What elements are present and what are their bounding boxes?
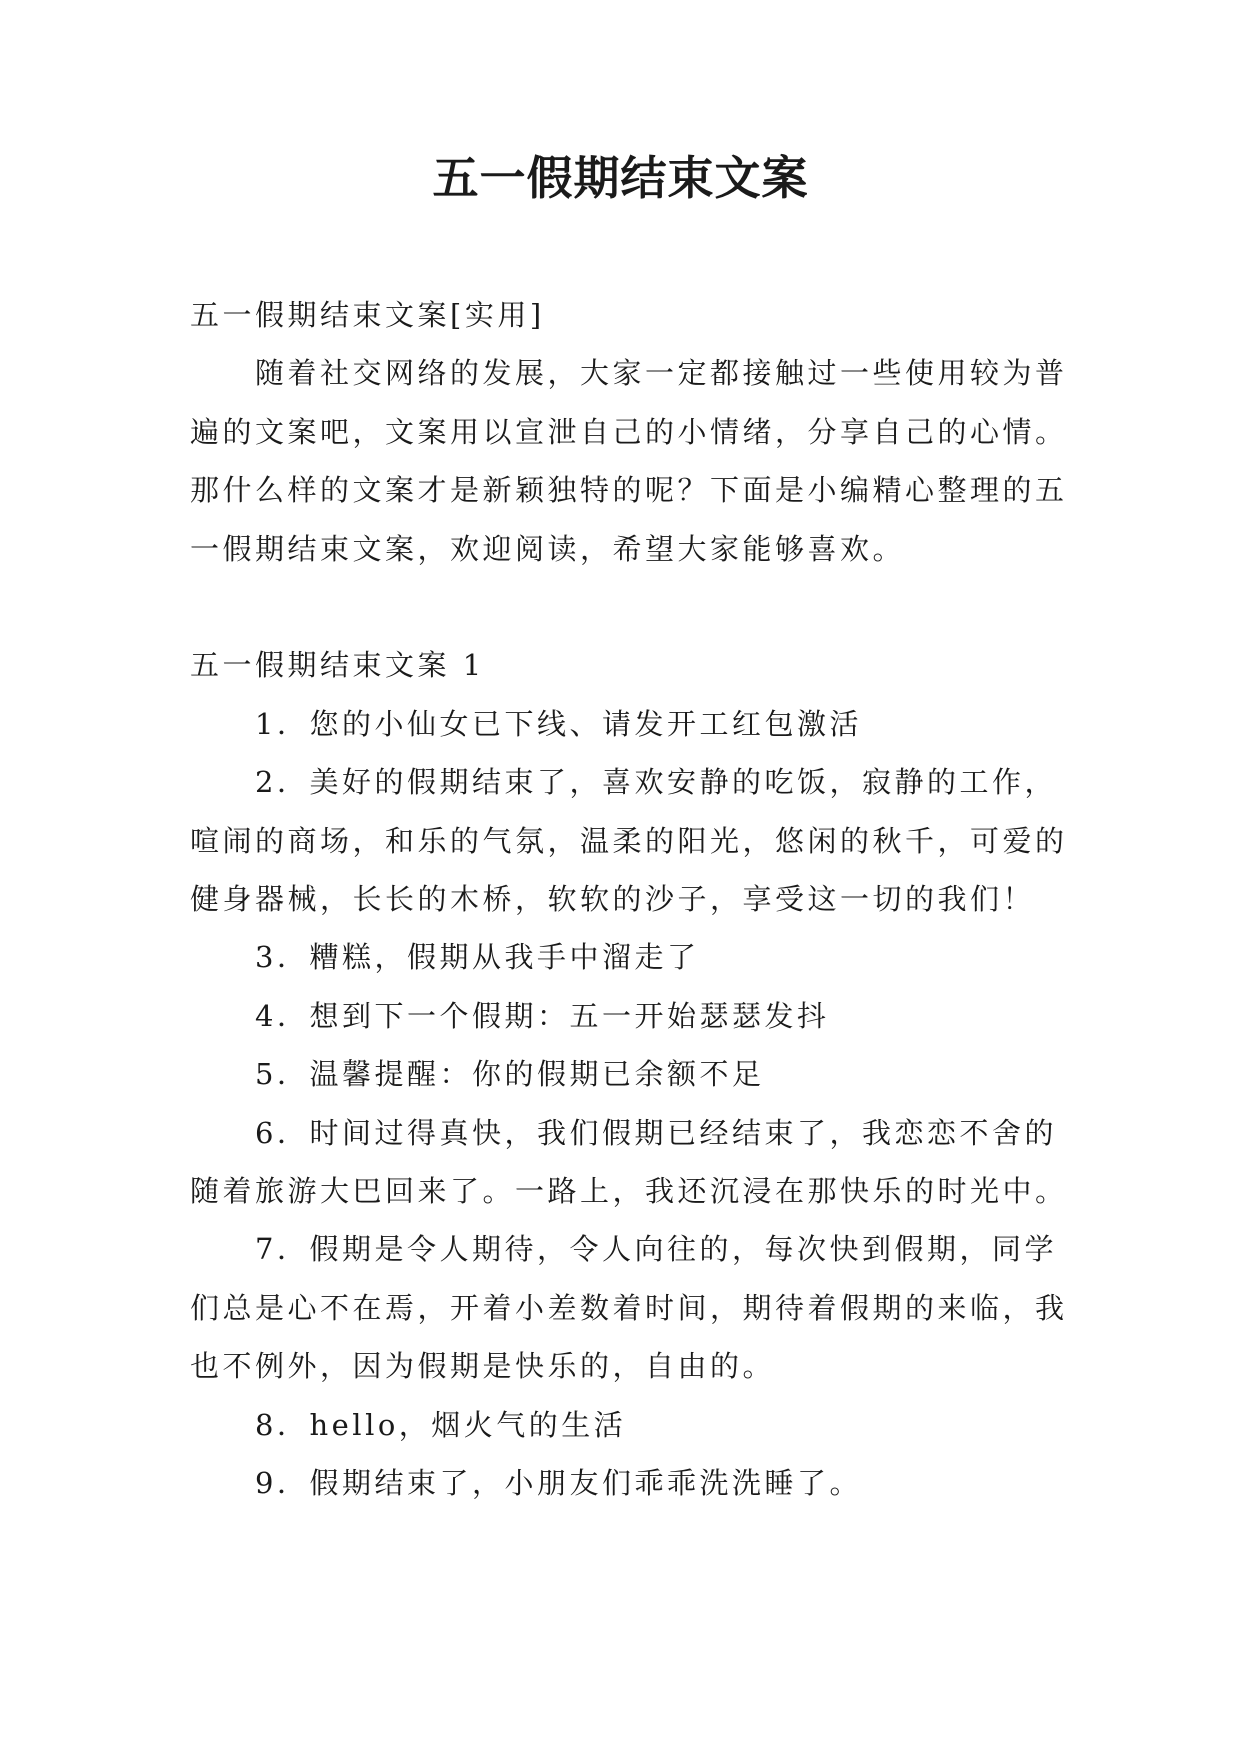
intro-paragraph: 随着社交网络的发展，大家一定都接触过一些使用较为普遍的文案吧，文案用以宣泄自己的小情绪，分享自己的心情。那什么样的文案才是新颖独特的呢？下面是小编精心整理的五一假期结束文案，欢迎阅读，希望大家能够喜欢。 (190, 356, 1068, 566)
paragraph-spacer (190, 578, 1072, 636)
section-heading: 五一假期结束文案 1 (190, 648, 485, 683)
document-body (190, 286, 1072, 1513)
list-item: 2．美好的假期结束了，喜欢安静的吃饭，寂静的工作，喧闹的商场，和乐的气氛，温柔的阳光，悠闲的秋千，可爱的健身器械，长长的木桥，软软的沙子，享受这一切的我们！ (190, 765, 1068, 917)
list-item: 8．hello，烟火气的生活 (255, 1407, 627, 1442)
list-item: 9．假期结束了，小朋友们乖乖洗洗睡了。 (255, 1466, 862, 1501)
list-item: 5．温馨提醒：你的假期已余额不足 (255, 1057, 765, 1092)
list-item: 7．假期是令人期待，令人向往的，每次快到假期，同学们总是心不在焉，开着小差数着时间，期待着假期的来临，我也不例外，因为假期是快乐的，自由的。 (190, 1232, 1068, 1384)
list-item: 6．时间过得真快，我们假期已经结束了，我恋恋不舍的随着旅游大巴回来了。一路上，我还沉浸在那快乐的时光中。 (190, 1115, 1068, 1209)
list-item: 3．糟糕，假期从我手中溜走了 (255, 940, 700, 975)
document-title: 五一假期结束文案 (432, 151, 809, 205)
list-item: 4．想到下一个假期：五一开始瑟瑟发抖 (255, 998, 830, 1033)
document-subtitle: 五一假期结束文案[实用] (190, 298, 545, 332)
list-item: 1．您的小仙女已下线、请发开工红包激活 (255, 706, 862, 741)
